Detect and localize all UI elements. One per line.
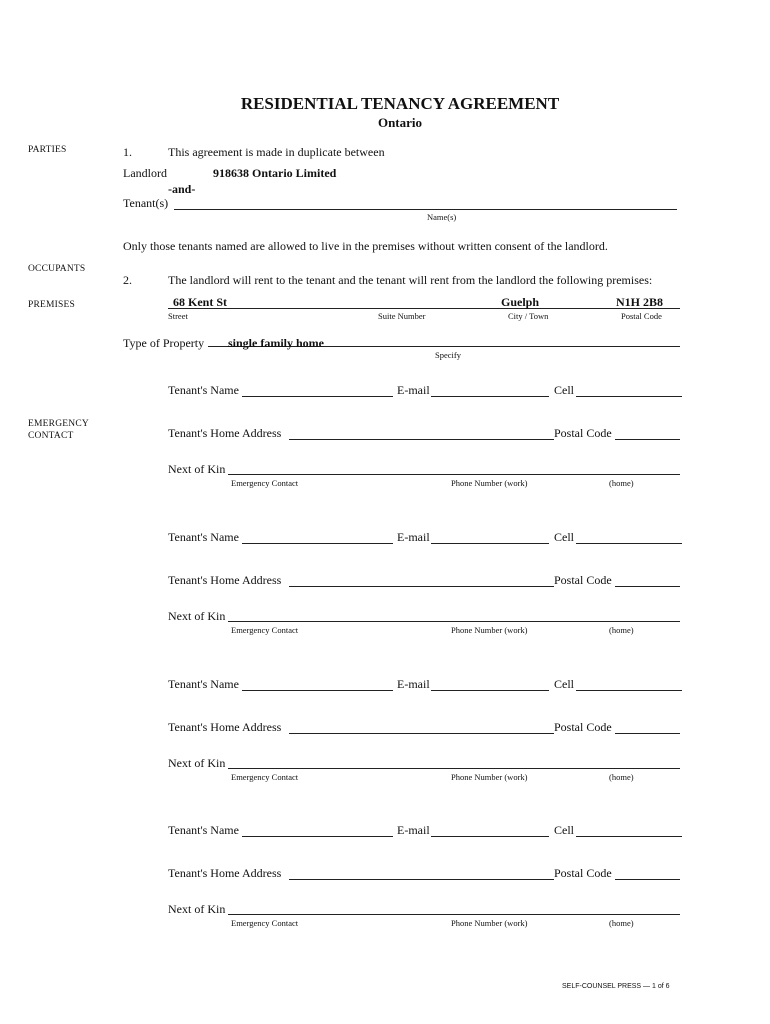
- tenant-2-name-label: Tenant's Name: [168, 530, 239, 544]
- tenant-3-name-label: Tenant's Name: [168, 677, 239, 691]
- tenant-2-address-field[interactable]: [289, 586, 554, 587]
- tenant-1-cell-field[interactable]: [576, 396, 682, 397]
- postal-caption: Postal Code: [621, 311, 662, 321]
- tenant-1-email-label: E-mail: [397, 383, 430, 397]
- tenant-1-kin-label: Next of Kin: [168, 462, 226, 476]
- tenant-2-postal-label: Postal Code: [554, 573, 612, 587]
- names-caption: Name(s): [427, 212, 457, 222]
- street-value: 68 Kent St: [173, 295, 227, 309]
- tenant-4-emergency-caption: Emergency Contact: [231, 918, 299, 928]
- tenants-name-field[interactable]: [174, 209, 677, 210]
- property-type-label: Type of Property: [123, 336, 205, 350]
- tenant-4-cell-field[interactable]: [576, 836, 682, 837]
- tenant-2-kin-field[interactable]: [228, 621, 680, 622]
- landlord-value: 918638 Ontario Limited: [213, 166, 337, 180]
- tenant-1-name-field[interactable]: [242, 396, 393, 397]
- tenant-2-email-label: E-mail: [397, 530, 430, 544]
- tenant-2-work-phone-caption: Phone Number (work): [451, 625, 528, 635]
- tenant-2-cell-label: Cell: [554, 530, 574, 544]
- and-separator: -and-: [168, 182, 196, 196]
- tenant-3-postal-field[interactable]: [615, 733, 680, 734]
- tenant-4-work-phone-caption: Phone Number (work): [451, 918, 528, 928]
- tenant-3-work-phone-caption: Phone Number (work): [451, 772, 528, 782]
- suite-caption: Suite Number: [378, 311, 426, 321]
- city-caption: City / Town: [508, 311, 549, 321]
- side-label-parties: PARTIES: [28, 145, 67, 155]
- tenant-2-kin-label: Next of Kin: [168, 609, 226, 623]
- street-caption: Street: [168, 311, 188, 321]
- tenant-3-kin-label: Next of Kin: [168, 756, 226, 770]
- tenant-1-emergency-caption: Emergency Contact: [231, 478, 299, 488]
- tenant-2-emergency-caption: Emergency Contact: [231, 625, 299, 635]
- city-value: Guelph: [501, 295, 540, 309]
- tenant-3-cell-field[interactable]: [576, 690, 682, 691]
- tenant-4-address-field[interactable]: [289, 879, 554, 880]
- tenant-4-address-label: Tenant's Home Address: [168, 866, 282, 880]
- tenant-4-postal-field[interactable]: [615, 879, 680, 880]
- tenant-4-name-field[interactable]: [242, 836, 393, 837]
- tenant-3-postal-label: Postal Code: [554, 720, 612, 734]
- page-title: RESIDENTIAL TENANCY AGREEMENT: [240, 94, 560, 113]
- section-1-number: 1.: [123, 145, 132, 159]
- tenant-4-name-label: Tenant's Name: [168, 823, 239, 837]
- tenant-1-home-phone-caption: (home): [609, 478, 634, 488]
- tenant-4-kin-label: Next of Kin: [168, 902, 226, 916]
- tenant-2-cell-field[interactable]: [576, 543, 682, 544]
- section-1-intro: This agreement is made in duplicate between: [168, 145, 385, 159]
- side-label-premises: PREMISES: [28, 300, 76, 310]
- tenant-1-cell-label: Cell: [554, 383, 574, 397]
- landlord-label: Landlord: [123, 166, 167, 180]
- side-label-emergency: EMERGENCY: [28, 419, 89, 429]
- property-type-value: single family home: [228, 336, 324, 350]
- tenant-2-name-field[interactable]: [242, 543, 393, 544]
- tenant-3-home-phone-caption: (home): [609, 772, 634, 782]
- page-subtitle: Ontario: [377, 115, 423, 130]
- occupants-note: Only those tenants named are allowed to live in the premises without written consent of the landlord.: [123, 239, 608, 253]
- tenant-4-cell-label: Cell: [554, 823, 574, 837]
- side-label-contact: CONTACT: [28, 431, 74, 441]
- tenant-2-email-field[interactable]: [431, 543, 549, 544]
- page-footer: SELF-COUNSEL PRESS — 1 of 6: [562, 983, 670, 990]
- tenant-3-email-field[interactable]: [431, 690, 549, 691]
- tenant-4-kin-field[interactable]: [228, 914, 680, 915]
- tenant-4-email-label: E-mail: [397, 823, 430, 837]
- tenants-label: Tenant(s): [123, 196, 169, 210]
- tenant-2-postal-field[interactable]: [615, 586, 680, 587]
- tenant-2-home-phone-caption: (home): [609, 625, 634, 635]
- tenant-1-address-label: Tenant's Home Address: [168, 426, 282, 440]
- tenant-4-postal-label: Postal Code: [554, 866, 612, 880]
- tenant-1-kin-field[interactable]: [228, 474, 680, 475]
- tenant-3-email-label: E-mail: [397, 677, 430, 691]
- section-2-number: 2.: [123, 273, 132, 287]
- tenant-4-home-phone-caption: (home): [609, 918, 634, 928]
- tenant-3-cell-label: Cell: [554, 677, 574, 691]
- premises-address-field[interactable]: [168, 308, 680, 309]
- tenant-1-postal-label: Postal Code: [554, 426, 612, 440]
- tenant-1-email-field[interactable]: [431, 396, 549, 397]
- tenant-3-address-field[interactable]: [289, 733, 554, 734]
- tenant-1-postal-field[interactable]: [615, 439, 680, 440]
- tenant-4-email-field[interactable]: [431, 836, 549, 837]
- tenant-1-name-label: Tenant's Name: [168, 383, 239, 397]
- tenant-1-address-field[interactable]: [289, 439, 554, 440]
- tenant-3-address-label: Tenant's Home Address: [168, 720, 282, 734]
- tenant-3-kin-field[interactable]: [228, 768, 680, 769]
- tenant-1-work-phone-caption: Phone Number (work): [451, 478, 528, 488]
- specify-caption: Specify: [435, 350, 461, 360]
- tenant-3-emergency-caption: Emergency Contact: [231, 772, 299, 782]
- tenant-2-address-label: Tenant's Home Address: [168, 573, 282, 587]
- tenant-3-name-field[interactable]: [242, 690, 393, 691]
- postal-value: N1H 2B8: [616, 295, 664, 309]
- side-label-occupants: OCCUPANTS: [28, 264, 86, 274]
- section-2-intro: The landlord will rent to the tenant and the tenant will rent from the landlord the following premises:: [168, 273, 653, 287]
